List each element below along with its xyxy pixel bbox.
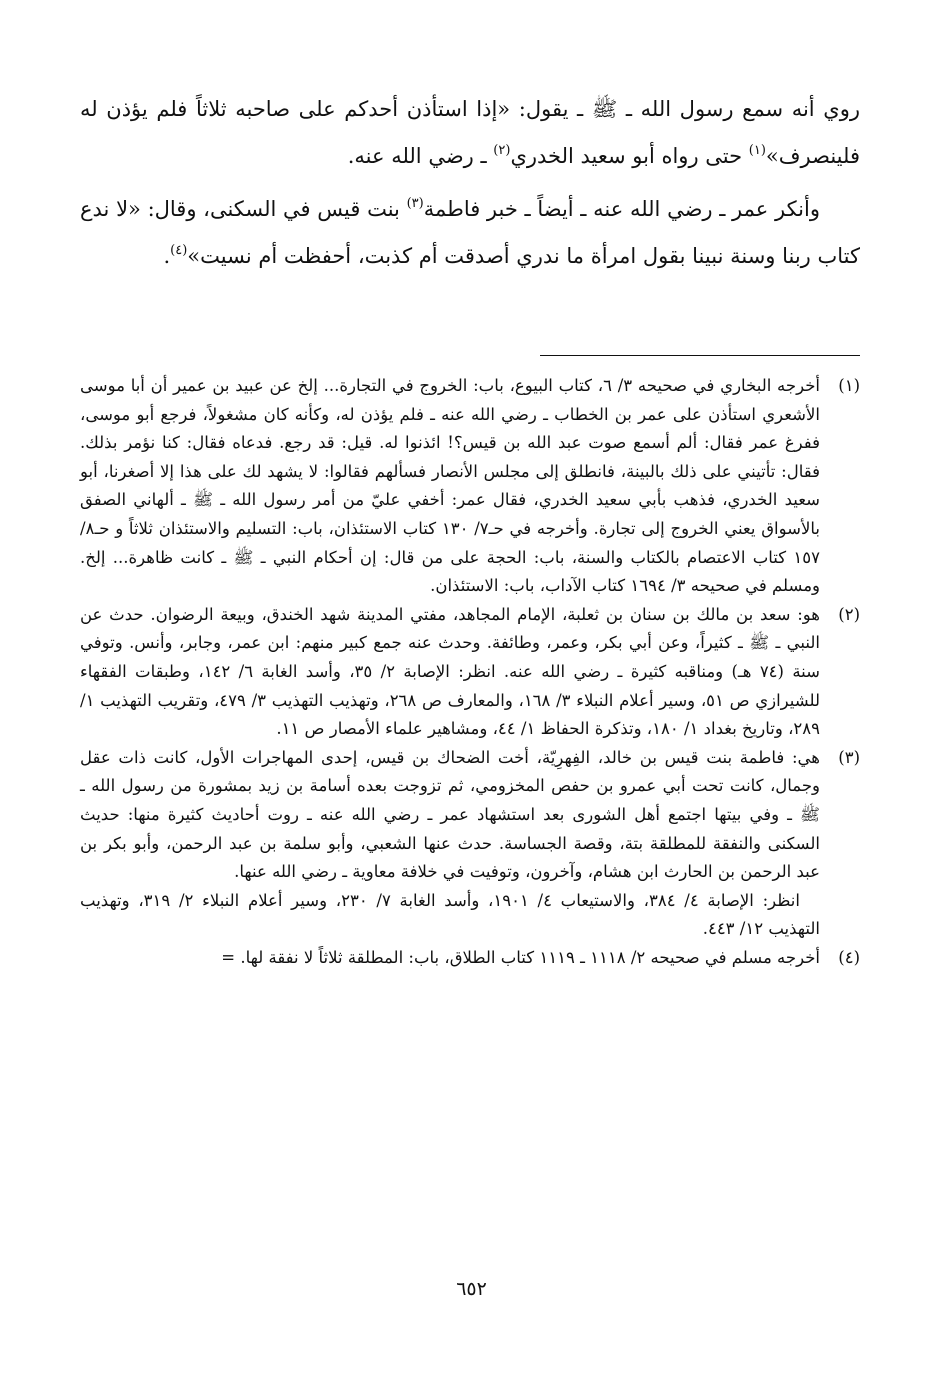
footnote-3-text: هي: فاطمة بنت قيس بن خالد، الفِهرِيّة، أخت الضحاك بن قيس، إحدى المهاجرات الأول، كانت ذات عقل وجمال، كانت تحت أبي عمرو بن حفص المخزومي، ثم تزوجت بعده أسامة بن زيد بمشورة من رسول الله ـ ﷺ ـ وفي بيتها اجتمع أهل الشورى بعد استشهاد عمر ـ رضي الله عنه ـ روت أحاديث كثيرة منها: حديث السكنى والنفقة للمطلقة بتة، وقصة الجساسة. حدث عنها الشعبي، وأبو سلمة بن عبد الرحمن، وأبو بكر بن عبد الرحمن بن الحارث ابن هشام، وآخرون، وتوفيت في خلافة معاوية ـ رضي الله عنها. [80,747,820,882]
footnote-ref-1: (١) [748,143,766,158]
paragraph-1-text-c: ـ رضي الله عنه. [347,144,494,168]
paragraph-1-text-a: روي أنه سمع رسول الله ـ ﷺ ـ يقول: «إذا استأذن أحدكم على صاحبه ثلاثاً فلم يؤذن له فلينصرف» [80,97,860,168]
footnote-ref-2: (٢) [493,143,511,158]
footnote-4-text: أخرجه مسلم في صحيحه ٢/ ١١١٨ ـ ١١١٩ كتاب الطلاق، باب: المطلقة ثلاثاً لا نفقة لها. = [221,947,820,967]
footnote-1-text: أخرجه البخاري في صحيحه ٣/ ٦، كتاب البيوع، باب: الخروج في التجارة... إلخ عن عبيد بن عمير أن أبا موسى الأشعري استأذن على عمر بن الخطاب ـ رضي الله عنه ـ فلم يؤذن له، وكأنه كان مشغولاً، فرجع أبو موسى، ففرغ عمر فقال: ألم أسمع صوت عبد الله بن قيس؟! ائذنوا له. قيل: قد رجع. فدعاه فقال: كنا نؤمر بذلك. فقال: تأتيني على ذلك بالبينة، فانطلق إلى مجلس الأنصار فسألهم فقالوا: لا يشهد لك على هذا إلا أصغرنا، أبو سعيد الخدري، فذهب بأبي سعيد الخدري، فقال عمر: أخفي عليّ من أمر رسول الله ـ ﷺ ـ ألهاني الصفق بالأسواق يعني الخروج إلى تجارة. وأخرجه في حـ٧/ ١٣٠ كتاب الاستئذان، باب: التسليم والاستئذان ثلاثاً و حـ٨/ ١٥٧ كتاب الاعتصام بالكتاب والسنة، باب: الحجة على من قال: إن أحكام النبي ـ ﷺ ـ كانت ظاهرة... إلخ. ومسلم في صحيحه ٣/ ١٦٩٤ كتاب الآداب، باب: الاستئذان. [80,376,820,596]
footnote-2-text: هو: سعد بن مالك بن سنان بن ثعلبة، الإمام المجاهد، مفتي المدينة شهد الخندق، وبيعة الرضوان. حدث عن النبي ـ ﷺ ـ كثيراً، وعن أبي بكر، وعمر، وطائفة. وحدث عنه جمع كبير منهم: ابن عمر، وجابر، وأنس. وتوفي سنة (٧٤ هـ) ومناقبه كثيرة ـ رضي الله عنه. انظر: الإصابة ٢/ ٣٥، وأسد الغابة ٦/ ١٤٢، وطبقات الفقهاء للشيرازي ص ٥١، وسير أعلام النبلاء ٣/ ١٦٨، والمعارف ص ٢٦٨، وتهذيب التهذيب ٣/ ٤٧٩، وتقريب التهذيب ١/ ٢٨٩، وتاريخ بغداد ١/ ١٨٠، وتذكرة الحفاظ ١/ ٤٤، ومشاهير علماء الأمصار ص ١١. [80,604,820,739]
paragraph-2-text-a: وأنكر عمر ـ رضي الله عنه ـ أيضاً ـ خبر فاطمة [423,197,820,221]
footnote-ref-4: (٤) [170,243,188,258]
footnote-1-number: (١) [838,376,860,395]
footnote-separator [540,355,860,356]
page-number: ٦٥٢ [456,1278,487,1300]
main-text [80,86,860,286]
paragraph-2 [80,186,860,280]
footnote-3-references: انظر: الإصابة ٤/ ٣٨٤، والاستيعاب ٤/ ١٩٠١، وأسد الغابة ٧/ ٢٣٠، وسير أعلام النبلاء ٢/ ٣١٩، وتهذيب التهذيب ١٢/ ٤٤٣. [80,890,820,939]
paragraph-1 [80,86,860,180]
footnote-2-number: (٢) [838,604,860,624]
paragraph-2-text-b: بنت قيس في السكنى، وقال: «لا ندع كتاب ربنا وسنة نبينا بقول امرأة ما ندري أصدقت أم كذبت، أحفظت أم نسيت» [80,197,860,268]
paragraph-1-text-b: حتى رواه أبو سعيد الخدري [510,144,749,168]
paragraph-2-text-c: . [163,244,171,268]
footnote-4-number: (٤) [838,947,860,967]
footnote-2 [80,601,860,744]
footnote-1 [80,372,860,601]
footnote-3 [80,744,860,887]
footnote-ref-3: (٣) [406,196,424,211]
footnotes [80,372,860,972]
footnote-3-number: (٣) [838,747,860,767]
footnote-4 [80,944,860,973]
